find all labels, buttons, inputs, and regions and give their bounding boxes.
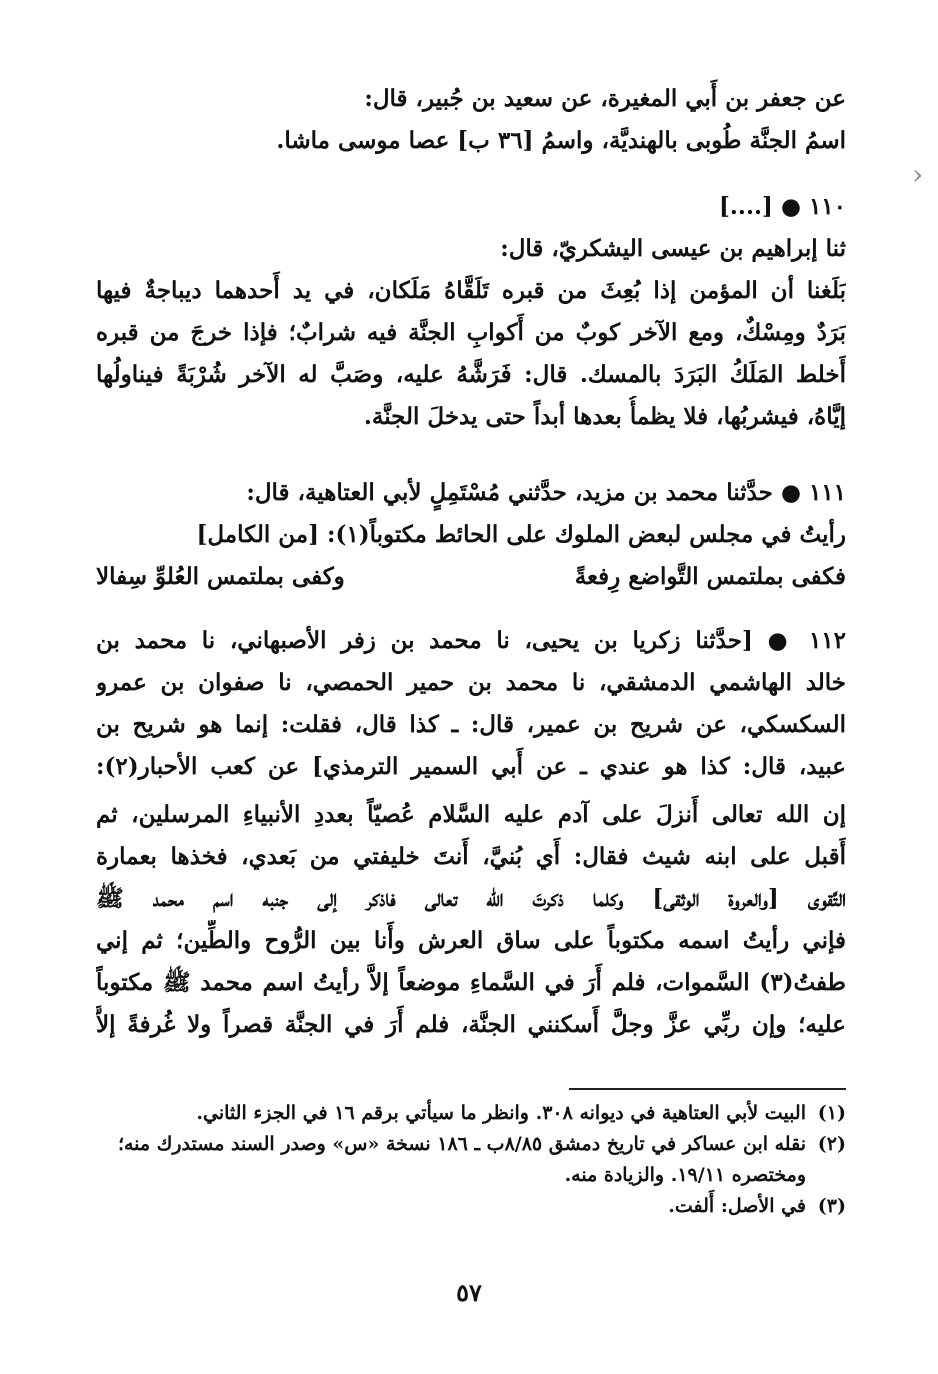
text-line: بَرَدٌ ومِسْكٌ، ومع الآخر كوبٌ من أَكوابِ الجنَّة فيه شرابٌ؛ فإذا خرجَ من قبره xyxy=(96,319,846,346)
text-line: أَخلط المَلَكُ البَرَدَ بالمسك. قال: فَرَشَّهُ عليه، وصَبَّ له الآخر شُرْبَةً فيناولُها xyxy=(96,361,846,388)
text-line: رأيتُ في مجلس لبعض الملوك على الحائط مكتوباً(١): [من الكامل] xyxy=(196,521,846,548)
paragraph-body xyxy=(96,794,846,1046)
text-line: اسمُ الجنَّة طُوبى بالهنديَّة، واسمُ [٣٦ ب] عصا موسى ماشا. xyxy=(276,127,846,154)
verse-first-hemistich: فكفى بملتمس التَّواضع رِفعةً xyxy=(574,563,846,590)
text-line: خالد الهاشمي الدمشقي، نا محمد بن حمير الحمصي، نا صفوان بن عمرو xyxy=(96,669,846,696)
text-line: التَّقوى [والعروة الوثقى] وكلما ذكرتَ الله تعالى فاذكر إلى جنبه اسم محمد ﷺ xyxy=(96,885,846,912)
paragraph-112 xyxy=(96,620,846,788)
text-line: إيَّاهُ، فيشربُها، فلا يظمأُ بعدها أبداً حتى يدخلَ الجنَّة. xyxy=(363,403,846,430)
margin-scan-mark: ‹ xyxy=(912,158,924,191)
paragraph-intro xyxy=(96,78,846,162)
text-line: طفتُ(٣) السَّموات، فلم أَرَ في السَّماءِ موضعاً إلاَّ رأيتُ اسم محمد ﷺ مكتوباً xyxy=(96,969,846,996)
text-line: السكسكي، عن شريح بن عمير، قال: ـ كذا قال، فقلت: إنما هو شريح بن xyxy=(96,711,846,738)
footnote-number: (٢) xyxy=(817,1133,846,1155)
text-line: عبيد، قال: كذا هو عندي ـ عن أَبي السمير الترمذي] عن كعب الأحبار(٢): xyxy=(96,753,846,780)
footnote-text: نقله ابن عساكر في تاريخ دمشق ٨/٨٥ب ـ ١٨٦ نسخة «س» وصدر السند مستدرك منه؛ ومختصره ١٩/١١. والزيادة منه. xyxy=(117,1133,806,1186)
poetry-verse xyxy=(96,556,846,598)
footnote-text: البيت لأبي العتاهية في ديوانه ٣٠٨. وانظر ما سيأتي برقم ١٦ في الجزء الثاني. xyxy=(196,1102,806,1124)
hadith-number-110: ١١٠ ● [....] xyxy=(719,193,846,220)
footnote-1 xyxy=(96,1098,846,1129)
paragraph-110 xyxy=(96,186,846,438)
verse-second-hemistich: وكفى بملتمس العُلوِّ سِفالا xyxy=(96,563,345,590)
footnote-divider xyxy=(569,1088,846,1090)
text-line: أَقبل على ابنه شيث فقال: أَي بُنيَّ، أَنتَ خليفتي من بَعدي، فخذها بعمارة xyxy=(96,843,846,870)
hadith-number-111: ١١١ ● حدَّثنا محمد بن مزيد، حدَّثني مُسْتَمِلٍ لأبي العتاهية، قال: xyxy=(246,479,846,506)
page-number: ٥٧ xyxy=(456,1278,482,1307)
footnote-number: (١) xyxy=(817,1102,846,1124)
text-line: عن جعفر بن أَبي المغيرة، عن سعيد بن جُبير، قال: xyxy=(364,85,846,112)
footnote-2 xyxy=(96,1129,846,1191)
text-line: إن الله تعالى أَنزلَ على آدم عليه السَّلام عُصيّاً بعددِ الأنبياءِ المرسلين، ثم xyxy=(96,801,846,828)
text-line: بَلَغنا أن المؤمن إذا بُعِثَ من قبره تَلَقَّاهُ مَلَكان، في يد أَحدهما ديباجةٌ فيها xyxy=(96,277,846,304)
text-line: عليه؛ وإن ربِّي عزَّ وجلَّ أَسكنني الجنَّة، فلم أَرَ في الجنَّة قصراً ولا غُرفةً إلاَّ xyxy=(96,1011,846,1038)
text-line: فإني رأيتُ اسمه مكتوباً على ساق العرش وأَنا بين الرُّوح والطِّين؛ ثم إني xyxy=(96,927,846,954)
footnotes xyxy=(96,1098,846,1222)
paragraph-111 xyxy=(96,472,846,598)
text-line: ثنا إبراهيم بن عيسى اليشكريّ، قال: xyxy=(500,235,846,262)
footnote-number: (٣) xyxy=(817,1195,846,1217)
footnote-text: في الأصل: أَلفت. xyxy=(668,1195,806,1217)
hadith-number-112: ١١٢ ● [حدَّثنا زكريا بن يحيى، نا محمد بن زفر الأصبهاني، نا محمد بن xyxy=(96,627,846,654)
footnote-3 xyxy=(96,1191,846,1222)
